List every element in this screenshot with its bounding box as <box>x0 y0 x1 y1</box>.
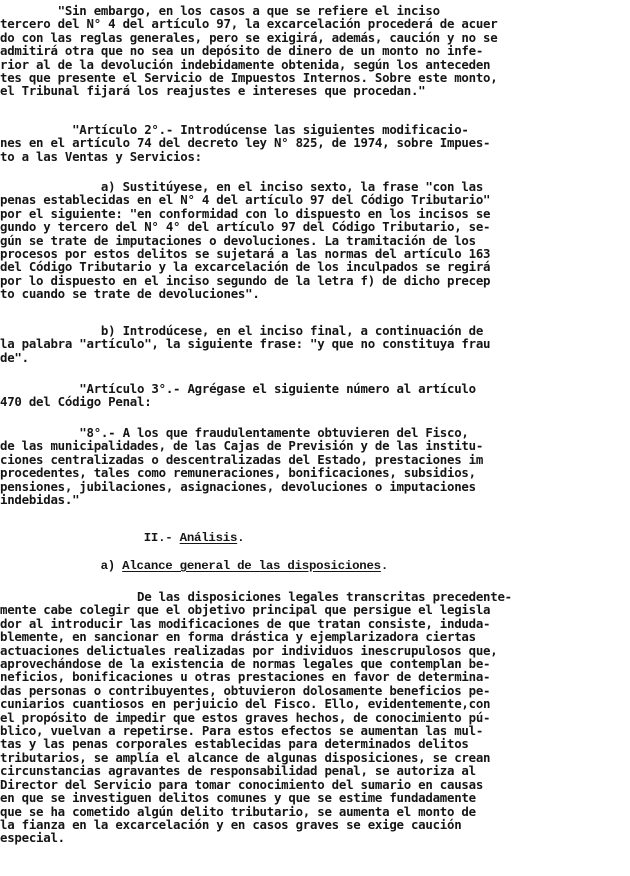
quote-paragraph-numeral-8 <box>0 426 483 506</box>
analysis-paragraph <box>0 590 512 845</box>
text-line: rior al de la devolución indebidamente obtenida, según los anteceden <box>0 56 491 72</box>
text-line: De las disposiciones legales transcritas precedente- <box>0 589 512 604</box>
text-line: "Sin embargo, en los casos a que se refiere el inciso <box>0 3 440 18</box>
text-line: "8°.- A los que fraudulentamente obtuvieren del Fisco, <box>0 425 469 440</box>
text-line: el propósito de impedir que estos graves hechos, de conocimiento pú- <box>0 709 491 725</box>
text-line: la palabra "artículo", la siguiente frase: "y que no constituya frau <box>0 336 491 352</box>
text-line: tas y las penas corporales establecidas para determinados delitos <box>0 736 469 752</box>
text-line: cuniarios cuantiosos en perjuicio del Fisco. Ello, evidentemente,con <box>0 696 491 712</box>
text-line: por el siguiente: "en conformidad con lo dispuesto en los incisos se <box>0 205 491 221</box>
text-line: "Artículo 2°.- Introdúcense las siguientes modificacio- <box>0 122 469 137</box>
text-line: to cuando se trate de devoluciones". <box>0 286 260 302</box>
text-line: Director del Servicio para tomar conocimiento del sumario en causas <box>0 776 484 792</box>
text-line: procedentes, tales como remuneraciones, bonificaciones, subsidios, <box>0 465 476 481</box>
text-line: blemente, en sancionar en forma drástica y ejemplarizadora ciertas <box>0 629 476 645</box>
text-line: penas establecidas en el N° 4 del artículo 97 del Código Tributario" <box>0 192 491 208</box>
text-line: especial. <box>0 830 65 846</box>
text-line: gún se trate de imputaciones o devoluciones. La tramitación de los <box>0 232 476 248</box>
text-line: do con las reglas generales, pero se exigirá, además, caución y no se <box>0 29 498 45</box>
text-line: de las municipalidades, de las Cajas de Previsión y de las institu- <box>0 438 484 454</box>
text-line: 470 del Código Penal: <box>0 394 152 410</box>
text-line: ciones centralizadas o descentralizadas del Estado, prestaciones im <box>0 451 484 467</box>
text-line: de". <box>0 349 29 365</box>
subsection-heading <box>0 560 388 573</box>
list-item-b-introducese <box>0 324 490 364</box>
text-line: admitirá otra que no sea un depósito de dinero de un monto no infe- <box>0 43 484 59</box>
text-line: nes en el artículo 74 del decreto ley N° 825, de 1974, sobre Impues- <box>0 135 491 151</box>
section-title: Análisis <box>179 531 238 545</box>
subsection-title: Alcance general de las disposiciones <box>122 559 381 573</box>
quote-paragraph-articulo-3 <box>0 382 476 409</box>
subsection-letter: a) <box>0 559 123 573</box>
text-line: gundo y tercero del N° 4° del artículo 97 del Código Tributario, se- <box>0 219 491 235</box>
text-line: das personas o contribuyentes, obtuvieron dolosamente beneficios pe- <box>0 682 491 698</box>
text-line: tributarios, se amplía el alcance de algunas disposiciones, se crean <box>0 749 491 765</box>
section-number: II.- <box>0 531 180 545</box>
text-line: dor al introducir las modificaciones de que tratan consiste, induda- <box>0 615 491 631</box>
text-line: aprovechándose de la existencia de normas legales que contemplan be- <box>0 656 491 672</box>
list-item-a-sustituyese <box>0 180 490 301</box>
section-heading <box>0 532 244 545</box>
text-line: la fianza en la excarcelación y en casos graves se exige caución <box>0 816 462 832</box>
text-line: actuaciones delictuales realizadas por individuos inescrupulosos que, <box>0 642 498 658</box>
subsection-title-period: . <box>380 559 389 573</box>
text-line: mente cabe colegir que el objetivo principal que persigue el legisla <box>0 602 491 618</box>
text-line: circunstancias agravantes de responsabilidad penal, se autoriza al <box>0 763 476 779</box>
text-line: blico, vuelvan a repetirse. Para estos efectos se aumentan las mul- <box>0 723 484 739</box>
text-line: indebidas." <box>0 492 80 508</box>
text-line: neficios, bonificaciones u otras prestaciones en favor de determina- <box>0 669 491 685</box>
quote-paragraph-articulo-2 <box>0 123 490 163</box>
text-line: que se ha cometido algún delito tributario, se aumenta el monto de <box>0 803 476 819</box>
text-line: a) Sustitúyese, en el inciso sexto, la frase "con las <box>0 179 484 194</box>
text-line: el Tribunal fijará los reajustes e intereses que procedan." <box>0 83 426 99</box>
text-line: pensiones, jubilaciones, asignaciones, devoluciones o imputaciones <box>0 478 476 494</box>
text-line: procesos por estos delitos se sujetará a las normas del artículo 163 <box>0 246 491 262</box>
quote-paragraph-sin-embargo <box>0 4 497 98</box>
text-line: to a las Ventas y Servicios: <box>0 148 202 164</box>
section-title-period: . <box>237 531 245 545</box>
text-line: tercero del N° 4 del artículo 97, la excarcelación procederá de acuer <box>0 16 498 32</box>
text-line: en que se investiguen delitos comunes y que se estime fundadamente <box>0 790 476 806</box>
text-line: b) Introdúcese, en el inciso final, a continuación de <box>0 323 484 338</box>
text-line: "Artículo 3°.- Agrégase el siguiente número al artículo <box>0 381 476 396</box>
text-line: del Código Tributario y la excarcelación de los inculpados se regirá <box>0 259 491 275</box>
text-line: tes que presente el Servicio de Impuestos Internos. Sobre este monto, <box>0 70 498 86</box>
text-line: por lo dispuesto en el inciso segundo de la letra f) de dicho precep <box>0 272 491 288</box>
